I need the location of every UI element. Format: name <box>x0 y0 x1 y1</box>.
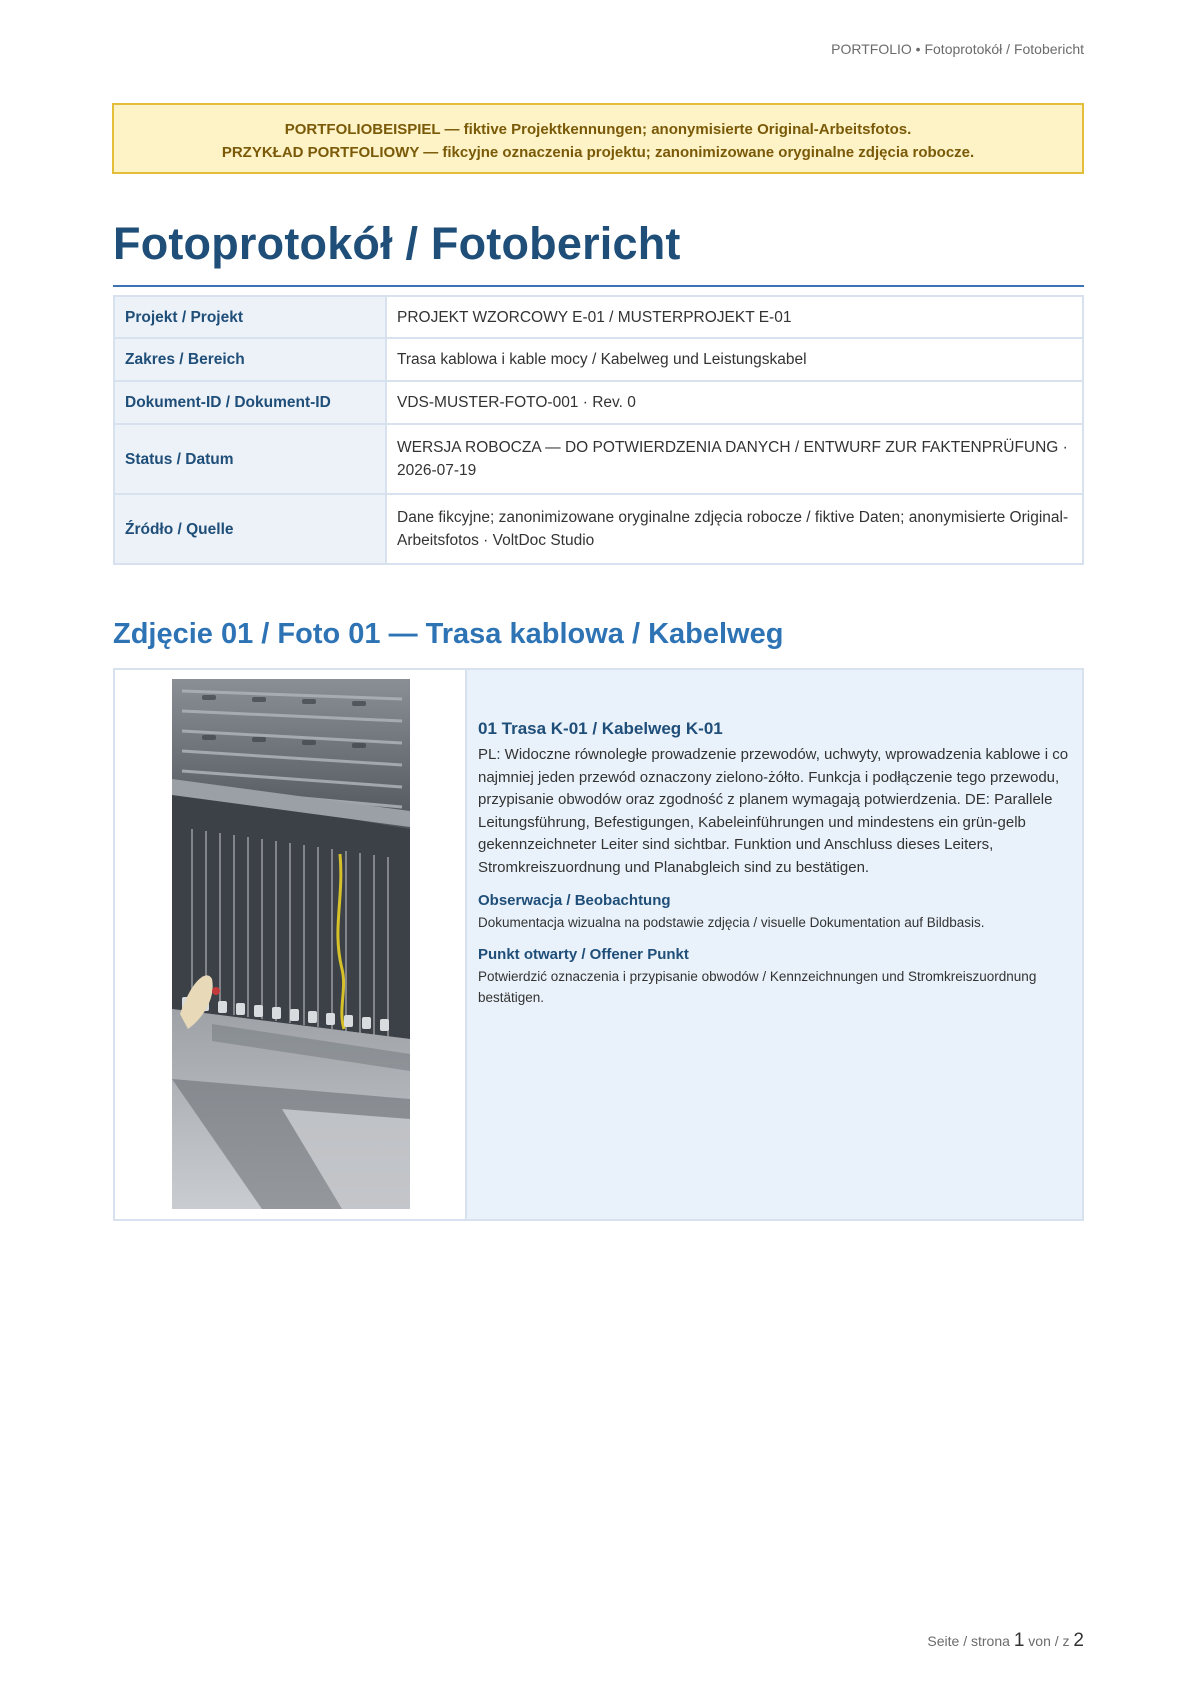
photo-cell <box>115 670 467 1219</box>
meta-key-document-id: Dokument-ID / Dokument-ID <box>114 381 386 424</box>
photo-caption-title: 01 Trasa K-01 / Kabelweg K-01 <box>478 719 723 738</box>
meta-value-project: PROJEKT WZORCOWY E-01 / MUSTERPROJEKT E-01 <box>386 296 1083 338</box>
table-row <box>114 494 1083 564</box>
meta-key-status: Status / Datum <box>114 424 386 494</box>
metadata-table <box>113 295 1084 565</box>
total-page-count: 2 <box>1073 1630 1084 1651</box>
cable-tray-photo <box>172 679 410 1209</box>
footer-seite-label: Seite / strona <box>927 1633 1010 1649</box>
title-divider <box>113 285 1084 287</box>
portfolio-notice-banner <box>112 103 1084 174</box>
page-footer <box>927 1630 1084 1652</box>
table-row <box>114 338 1083 381</box>
open-point-label: Punkt otwarty / Offener Punkt <box>478 946 689 963</box>
photo-description-cell <box>467 670 1082 1219</box>
photo-section-heading: Zdjęcie 01 / Foto 01 — Trasa kablowa / Kabelweg <box>113 618 784 650</box>
cable-tray-photo-illustration <box>172 679 410 1209</box>
meta-key-scope: Zakres / Bereich <box>114 338 386 381</box>
current-page-number: 1 <box>1013 1630 1025 1651</box>
running-header: PORTFOLIO • Fotoprotokół / Fotobericht <box>831 41 1084 57</box>
photo-caption-body: PL: Widoczne równoległe prowadzenie przewodów, uchwyty, wprowadzenia kablowe i co najmniej jeden przewód oznaczony zielono-żółto. Funkcja i podłączenie tego przewodu, przypisanie obwodów oraz zgodność z planem wymagają potwierdzenia. DE: Parallele Leitungsführung, Befestigungen, Kabeleinführungen und mindestens ein grün-gelb gekennzeichneter Leiter sind sichtbar. Funktion und Anschluss dieses Leiters, Stromkreiszuordnung und Planabgleich sind zu bestätigen. <box>478 746 1069 876</box>
footer-von-label: von / z <box>1028 1633 1070 1649</box>
table-row <box>114 424 1083 494</box>
meta-key-source: Źródło / Quelle <box>114 494 386 564</box>
table-row <box>114 296 1083 338</box>
photo-entry-panel <box>113 668 1084 1221</box>
observation-text: Dokumentacja wizualna na podstawie zdjęcia / visuelle Dokumentation auf Bildbasis. <box>478 915 985 930</box>
observation-label: Obserwacja / Beobachtung <box>478 892 671 909</box>
notice-line-pl: PRZYKŁAD PORTFOLIOWY — fikcyjne oznaczenia projektu; zanonimizowane oryginalne zdjęcia robocze. <box>221 144 975 161</box>
notice-line-de: PORTFOLIOBEISPIEL — fiktive Projektkennungen; anonymisierte Original-Arbeitsfotos. <box>284 121 912 138</box>
meta-value-source: Dane fikcyjne; zanonimizowane oryginalne zdjęcia robocze / fiktive Daten; anonymisierte Original-Arbeitsfotos · VoltDoc Studio <box>386 494 1083 564</box>
meta-value-status: WERSJA ROBOCZA — DO POTWIERDZENIA DANYCH / ENTWURF ZUR FAKTENPRÜFUNG · 2026-07-19 <box>386 424 1083 494</box>
document-title: Fotoprotokół / Fotobericht <box>113 218 681 269</box>
open-point-text: Potwierdzić oznaczenia i przypisanie obwodów / Kennzeichnungen und Stromkreiszuordnung bestätigen. <box>478 969 1037 1005</box>
meta-value-document-id: VDS-MUSTER-FOTO-001 · Rev. 0 <box>386 381 1083 424</box>
meta-key-project: Projekt / Projekt <box>114 296 386 338</box>
meta-value-scope: Trasa kablowa i kable mocy / Kabelweg und Leistungskabel <box>386 338 1083 381</box>
table-row <box>114 381 1083 424</box>
